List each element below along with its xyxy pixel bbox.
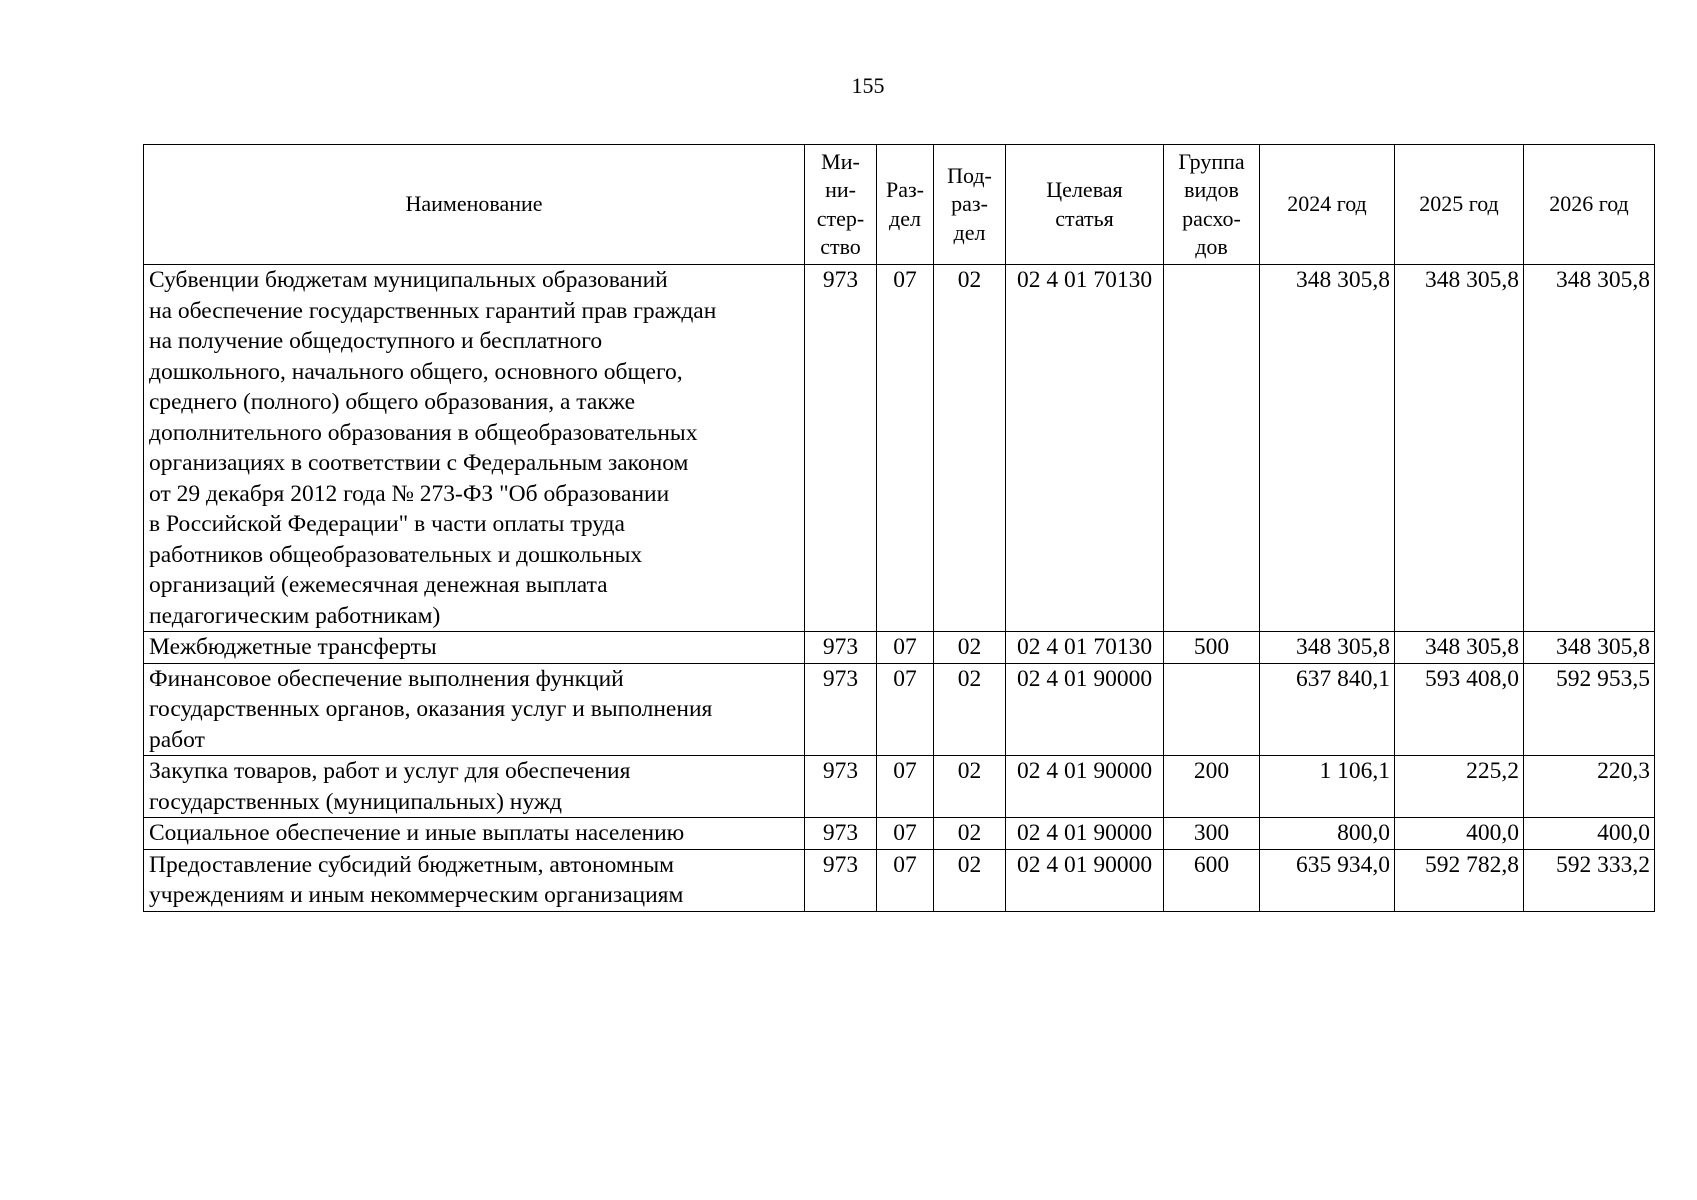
cell-target: 02 4 01 90000 [1006, 756, 1164, 818]
cell-y2024: 348 305,8 [1260, 265, 1395, 632]
cell-target: 02 4 01 70130 [1006, 265, 1164, 632]
cell-name-line: от 29 декабря 2012 года № 273-ФЗ "Об образовании [149, 480, 670, 507]
cell-name [144, 818, 805, 850]
column-header-y2025 [1395, 145, 1524, 265]
cell-subsection: 02 [934, 849, 1006, 911]
cell-name-line: учреждениям и иным некоммерческим организациям [149, 882, 684, 908]
table-row [144, 632, 1655, 664]
column-header-line: дел [889, 205, 921, 231]
column-header-target [1006, 145, 1164, 265]
cell-subsection: 02 [934, 756, 1006, 818]
cell-group: 600 [1164, 849, 1260, 911]
cell-ministry: 973 [805, 265, 877, 632]
cell-ministry: 973 [805, 849, 877, 911]
column-header-section [877, 145, 934, 265]
cell-name-line: государственных (муниципальных) нужд [149, 788, 563, 815]
column-header-line: ни- [825, 177, 856, 202]
cell-name-line: в Российской Федерации" в части оплаты труда [149, 511, 625, 537]
cell-ministry: 973 [805, 818, 877, 850]
column-header-line: дов [1195, 234, 1228, 259]
cell-section: 07 [877, 632, 934, 664]
cell-subsection: 02 [934, 632, 1006, 664]
cell-group [1164, 663, 1260, 756]
column-header-line: 2024 год [1287, 191, 1367, 217]
cell-name-line: Межбюджетные трансферты [149, 634, 437, 660]
cell-target: 02 4 01 70130 [1006, 632, 1164, 664]
cell-y2024: 800,0 [1260, 818, 1395, 850]
column-header-line: дел [953, 219, 986, 245]
cell-name-line: Субвенции бюджетам муниципальных образований [149, 267, 668, 293]
cell-name-line: организаций (ежемесячная денежная выплата [149, 572, 608, 598]
cell-name [144, 265, 805, 632]
cell-section: 07 [877, 849, 934, 911]
cell-name-line: работ [149, 726, 205, 753]
page-number: 155 [851, 73, 885, 98]
cell-y2024: 1 106,1 [1260, 756, 1395, 818]
cell-name-line: дошкольного, начального общего, основного общего, [149, 358, 683, 385]
cell-name-line: на получение общедоступного и бесплатного [149, 328, 603, 354]
cell-y2024: 635 934,0 [1260, 849, 1395, 911]
cell-y2026: 348 305,8 [1524, 265, 1655, 632]
cell-name-line: Социальное обеспечение и иные выплаты населению [149, 820, 685, 846]
budget-table [143, 144, 1655, 912]
cell-name-line: среднего (полного) общего образования, а также [149, 389, 636, 415]
column-header-subsection [934, 145, 1006, 265]
column-header-line: 2026 год [1549, 191, 1629, 217]
cell-y2025: 348 305,8 [1395, 632, 1524, 664]
cell-group: 200 [1164, 756, 1260, 818]
column-header-y2024 [1260, 145, 1395, 265]
cell-section: 07 [877, 663, 934, 756]
column-header-line: Ми- [821, 148, 860, 174]
cell-y2025: 592 782,8 [1395, 849, 1524, 911]
cell-group [1164, 265, 1260, 632]
column-header-line: видов [1184, 177, 1239, 202]
cell-name [144, 632, 805, 664]
column-header-line: стер- [816, 205, 865, 231]
cell-name-line: Предоставление субсидий бюджетным, автономным [149, 851, 674, 878]
column-header-line: Под- [947, 162, 992, 188]
cell-target: 02 4 01 90000 [1006, 849, 1164, 911]
cell-y2024: 348 305,8 [1260, 632, 1395, 664]
cell-y2026: 592 333,2 [1524, 849, 1655, 911]
table-header-row [144, 145, 1655, 265]
table-row [144, 663, 1655, 756]
cell-name [144, 849, 805, 911]
cell-name-line: Финансовое обеспечение выполнения функций [149, 665, 624, 692]
table-row [144, 265, 1655, 632]
column-header-name [144, 145, 805, 265]
cell-name-line: Закупка товаров, работ и услуг для обеспечения [149, 758, 631, 784]
cell-subsection: 02 [934, 818, 1006, 850]
column-header-line: ство [820, 234, 861, 259]
cell-ministry: 973 [805, 756, 877, 818]
column-header-line: Группа [1178, 148, 1245, 174]
cell-y2026: 400,0 [1524, 818, 1655, 850]
cell-name-line: государственных органов, оказания услуг и выполнения [149, 696, 713, 722]
cell-y2024: 637 840,1 [1260, 663, 1395, 756]
column-header-line: раз- [951, 191, 988, 217]
cell-group: 300 [1164, 818, 1260, 850]
table-row [144, 849, 1655, 911]
cell-name-line: на обеспечение государственных гарантий прав граждан [149, 297, 717, 324]
table-row [144, 756, 1655, 818]
cell-name-line: организациях в соответствии с Федеральным законом [149, 450, 689, 476]
column-header-line: 2025 год [1419, 191, 1499, 217]
cell-name-line: педагогическим работникам) [149, 602, 441, 629]
column-header-ministry [805, 145, 877, 265]
cell-name [144, 756, 805, 818]
cell-y2025: 400,0 [1395, 818, 1524, 850]
cell-y2026: 220,3 [1524, 756, 1655, 818]
column-header-line: Наименование [405, 191, 543, 217]
cell-y2025: 348 305,8 [1395, 265, 1524, 632]
column-header-y2026 [1524, 145, 1655, 265]
cell-name [144, 663, 805, 756]
cell-y2025: 225,2 [1395, 756, 1524, 818]
cell-y2026: 348 305,8 [1524, 632, 1655, 664]
cell-name-line: работников общеобразовательных и дошкольных [149, 541, 643, 568]
column-header-line: статья [1055, 205, 1114, 231]
cell-subsection: 02 [934, 663, 1006, 756]
table-body [144, 265, 1655, 912]
cell-group: 500 [1164, 632, 1260, 664]
cell-ministry: 973 [805, 632, 877, 664]
column-header-group [1164, 145, 1260, 265]
column-header-line: Раз- [885, 177, 925, 202]
column-header-line: Целевая [1046, 177, 1123, 202]
cell-ministry: 973 [805, 663, 877, 756]
cell-section: 07 [877, 756, 934, 818]
cell-target: 02 4 01 90000 [1006, 663, 1164, 756]
cell-target: 02 4 01 90000 [1006, 818, 1164, 850]
cell-y2025: 593 408,0 [1395, 663, 1524, 756]
table-row [144, 818, 1655, 850]
column-header-line: расхо- [1182, 205, 1241, 231]
cell-name-line: дополнительного образования в общеобразовательных [149, 419, 698, 446]
cell-y2026: 592 953,5 [1524, 663, 1655, 756]
cell-section: 07 [877, 265, 934, 632]
cell-subsection: 02 [934, 265, 1006, 632]
cell-section: 07 [877, 818, 934, 850]
